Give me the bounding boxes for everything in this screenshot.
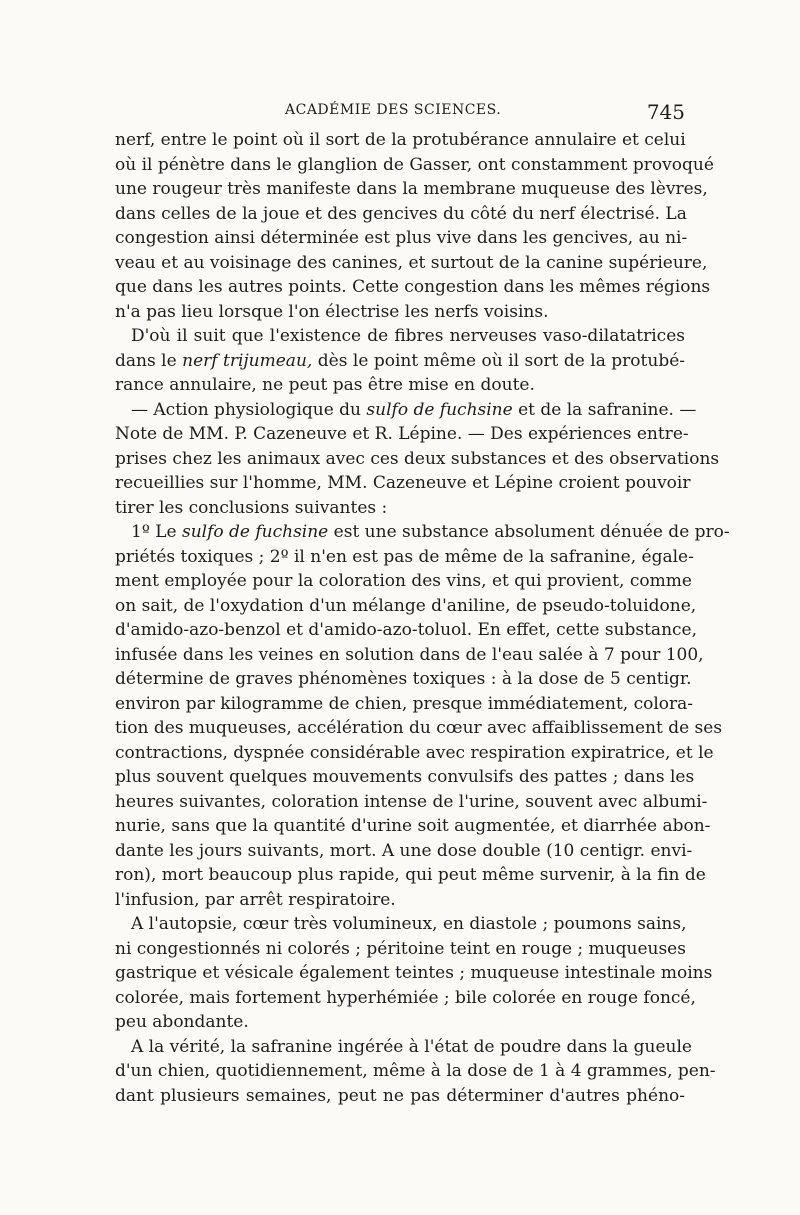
text-fragment: 1º Le (131, 522, 182, 542)
text-line: nurie, sans que la quantité d'urine soit augmentée, et diarrhée abon- (115, 816, 711, 836)
text-line: environ par kilogramme de chien, presque immédiatement, colora- (115, 693, 694, 714)
text-line (115, 349, 685, 374)
italic-term: sulfo de fuchsine (366, 399, 513, 420)
text-fragment: est une substance absolument dénuée de pro- (328, 522, 730, 542)
text-line: détermine de graves phénomènes toxiques : à la dose de 5 centigr. (115, 669, 692, 689)
page-number: 745 (646, 100, 685, 124)
italic-term: sulfo de fuchsine (181, 522, 329, 542)
text-line (115, 520, 730, 545)
text-line: ni congestionnés ni colorés ; péritoine teint en rouge ; muqueuses (115, 938, 686, 959)
text-line: Note de MM. P. Cazeneuve et R. Lépine. — Des expériences entre- (115, 424, 689, 444)
text-line: prises chez les animaux avec ces deux substances et des observations (115, 448, 720, 469)
text-line: tirer les conclusions suivantes : (115, 497, 388, 518)
text-line: recueillies sur l'homme, MM. Cazeneuve et Lépine croient pouvoir (115, 473, 691, 493)
text-line: veau et au voisinage des canines, et surtout de la canine supérieure, (115, 252, 708, 273)
page-header (115, 100, 685, 124)
text-line: dant plusieurs semaines, peut ne pas déterminer d'autres phéno- (115, 1085, 685, 1106)
text-line: dans celles de la joue et des gencives du côté du nerf électrisé. La (115, 203, 687, 224)
text-line: peu abondante. (115, 1012, 249, 1032)
italic-term: nerf trijumeau, (182, 350, 313, 371)
text-line: d'un chien, quotidiennement, même à la dose de 1 à 4 grammes, pen- (115, 1061, 716, 1081)
text-line: ment employée pour la coloration des vins, et qui provient, comme (115, 571, 692, 591)
body-text (115, 128, 730, 1108)
text-fragment: dans le (115, 350, 183, 371)
text-line: priétés toxiques ; 2º il n'en est pas de même de la safranine, égale- (115, 546, 694, 567)
text-line: D'où il suit que l'existence de fibres nerveuses vaso-dilatatrices (131, 326, 685, 346)
text-line: infusée dans les veines en solution dans de l'eau salée à 7 pour 100, (115, 644, 704, 665)
text-line: A la vérité, la safranine ingérée à l'état de poudre dans la gueule (131, 1036, 692, 1057)
text-fragment: — Action physiologique du (131, 399, 367, 420)
text-line: contractions, dyspnée considérable avec respiration expiratrice, et le (115, 742, 714, 763)
text-line: où il pénètre dans le glanglion de Gasser, ont constamment provoqué (115, 154, 714, 175)
text-line: colorée, mais fortement hyperhémiée ; bile colorée en rouge foncé, (115, 987, 696, 1008)
text-line: A l'autopsie, cœur très volumineux, en diastole ; poumons sains, (131, 914, 687, 934)
text-line: d'amido-azo-benzol et d'amido-azo-toluol. En effet, cette substance, (115, 620, 698, 640)
text-line: plus souvent quelques mouvements convulsifs des pattes ; dans les (115, 767, 695, 787)
text-line: dante les jours suivants, mort. A une dose double (10 centigr. envi- (115, 840, 693, 861)
text-line: gastrique et vésicale également teintes ; muqueuse intestinale moins (115, 963, 713, 983)
text-line: ron), mort beaucoup plus rapide, qui peut même survenir, à la fin de (115, 865, 706, 885)
text-fragment: et de la safranine. — (512, 399, 697, 420)
text-line: n'a pas lieu lorsque l'on électrise les nerfs voisins. (115, 301, 549, 322)
text-line: que dans les autres points. Cette congestion dans les mêmes régions (115, 277, 711, 297)
text-line: heures suivantes, coloration intense de l'urine, souvent avec albumi- (115, 791, 708, 812)
text-line (115, 398, 697, 423)
text-line: l'infusion, par arrêt respiratoire. (115, 889, 396, 910)
text-line: on sait, de l'oxydation d'un mélange d'aniline, de pseudo-toluidone, (115, 595, 697, 616)
text-line: rance annulaire, ne peut pas être mise en doute. (115, 375, 535, 395)
text-line: congestion ainsi déterminée est plus vive dans les gencives, au ni- (115, 228, 688, 248)
text-line: nerf, entre le point où il sort de la protubérance annulaire et celui (115, 130, 686, 150)
text-fragment: dès le point même où il sort de la protubé- (312, 350, 686, 371)
running-head: ACADÉMIE DES SCIENCES. (285, 102, 502, 118)
text-line: tion des muqueuses, accélération du cœur avec affaiblissement de ses (115, 718, 723, 738)
text-line: une rougeur très manifeste dans la membrane muqueuse des lèvres, (115, 179, 708, 199)
